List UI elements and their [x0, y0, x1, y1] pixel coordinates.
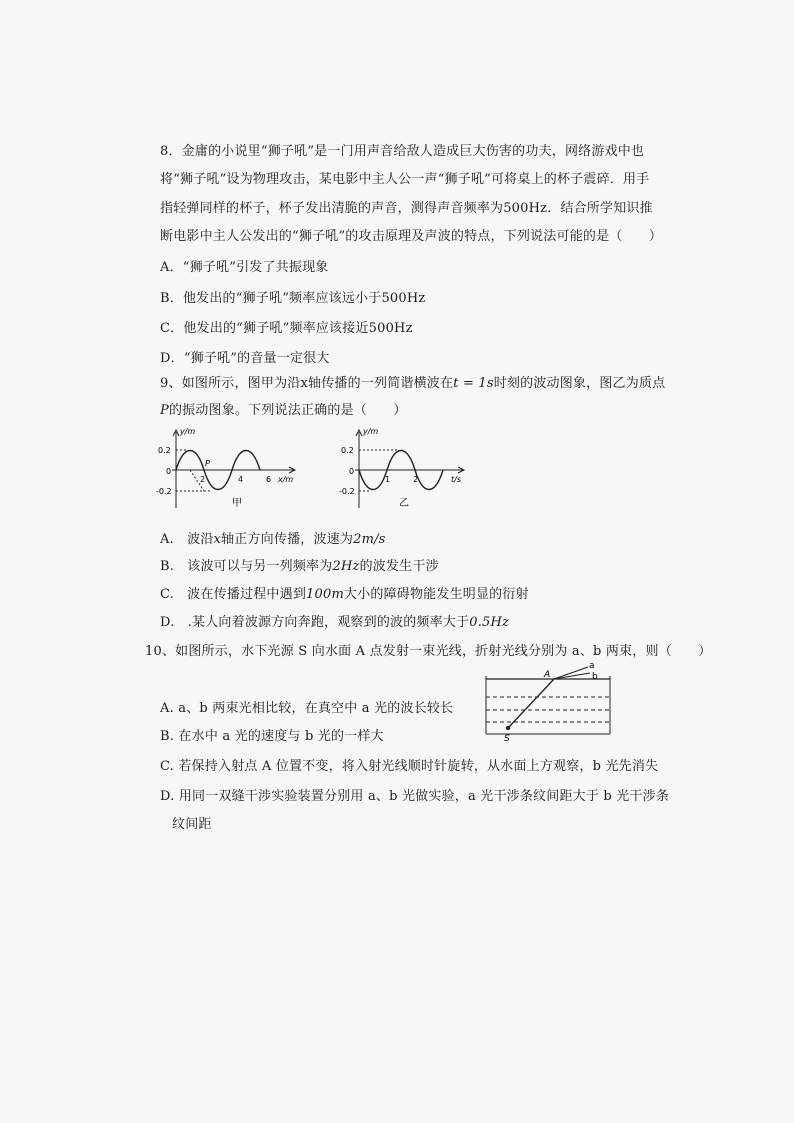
q9-option-b: B. 该波可以与另一列频率为2Hz的波发生干涉 — [160, 559, 439, 574]
jia-tick-4: 4 — [238, 475, 244, 484]
q10-option-a: A. a、b 两束光相比较，在真空中 a 光的波长较长 — [160, 701, 454, 716]
label-A: A — [544, 670, 551, 680]
q10-option-d: D. 用同一双缝干涉实验装置分别用 a、b 光做实验，a 光干涉条纹间距大于 b 光干涉条 — [160, 789, 670, 804]
light-source-dot — [506, 726, 510, 730]
refraction-diagram — [478, 662, 628, 742]
q9-stem-line-2: P的振动图象。下列说法正确的是（ ） — [160, 403, 407, 418]
q10-option-d-cont: 纹间距 — [172, 817, 212, 832]
q8-stem-line-1: 8．金庸的小说里“狮子吼”是一门用声音给敌人造成巨大伤害的功夫，网络游戏中也 — [160, 144, 645, 159]
jia-y-top: 0.2 — [158, 446, 171, 455]
label-S: S — [504, 734, 510, 742]
jia-caption: 甲 — [232, 498, 242, 509]
q9-stem-line-1: 9、如图所示，图甲为沿x轴传播的一列简谐横波在t = 1s时刻的波动图象，图乙为质点 — [160, 376, 666, 391]
jia-tick-6: 6 — [266, 475, 272, 484]
q8-option-b: B．他发出的“狮子吼”频率应该远小于500Hz — [160, 291, 426, 306]
yi-tick-1: 1 — [385, 475, 391, 484]
q8-stem-line-3: 指轻弹同样的杯子，杯子发出清脆的声音，测得声音频率为500Hz．结合所学知识推 — [160, 201, 653, 216]
jia-y-label: y/m — [180, 427, 196, 436]
q8-option-d: D．“狮子吼”的音量一定很大 — [160, 351, 330, 366]
yi-tick-2: 2 — [413, 475, 419, 484]
q8-option-a: A．“狮子吼”引发了共振现象 — [160, 260, 329, 275]
yi-y-bottom: -0.2 — [339, 487, 355, 496]
jia-point-p: P — [205, 459, 210, 468]
q10-option-c: C. 若保持入射点 A 位置不变，将入射光线顺时针旋转，从水面上方观察，b 光先消失 — [160, 759, 659, 774]
q8-option-c: C．他发出的“狮子吼”频率应该接近500Hz — [160, 321, 413, 336]
q9-option-d: D. .某人向着波源方向奔跑，观察到的波的频率大于0.5Hz — [160, 615, 510, 630]
vibration-graph-yi — [335, 422, 470, 517]
yi-caption: 乙 — [399, 498, 409, 509]
q10-option-b: B. 在水中 a 光的速度与 b 光的一样大 — [160, 729, 384, 744]
label-a: a — [589, 662, 595, 671]
q9-option-c: C. 波在传播过程中遇到100m大小的障碍物能发生明显的衍射 — [160, 587, 529, 602]
yi-y-label: y/m — [363, 427, 379, 436]
q8-stem-line-4: 断电影中主人公发出的“狮子吼”的攻击原理及声波的特点，下列说法可能的是（ ） — [160, 229, 663, 244]
wave-graph-jia — [152, 422, 302, 517]
jia-x-label: x/m — [278, 475, 294, 484]
q8-stem-line-2: 将“狮子吼”设为物理攻击，某电影中主人公一声“狮子吼”可将桌上的杯子震碎．用手 — [160, 172, 650, 187]
yi-x-label: t/s — [451, 475, 461, 484]
yi-y-top: 0.2 — [341, 446, 354, 455]
jia-origin: 0 — [166, 467, 172, 476]
q10-stem: 10、如图所示，水下光源 S 向水面 A 点发射一束光线，折射光线分别为 a、b 两束，则（ ） — [145, 644, 712, 659]
q9-option-a: A. 波沿x轴正方向传播，波速为2m/s — [160, 532, 386, 547]
yi-origin: 0 — [349, 467, 355, 476]
label-b: b — [592, 672, 598, 682]
jia-tick-2: 2 — [200, 475, 206, 484]
jia-y-bottom: -0.2 — [156, 487, 172, 496]
